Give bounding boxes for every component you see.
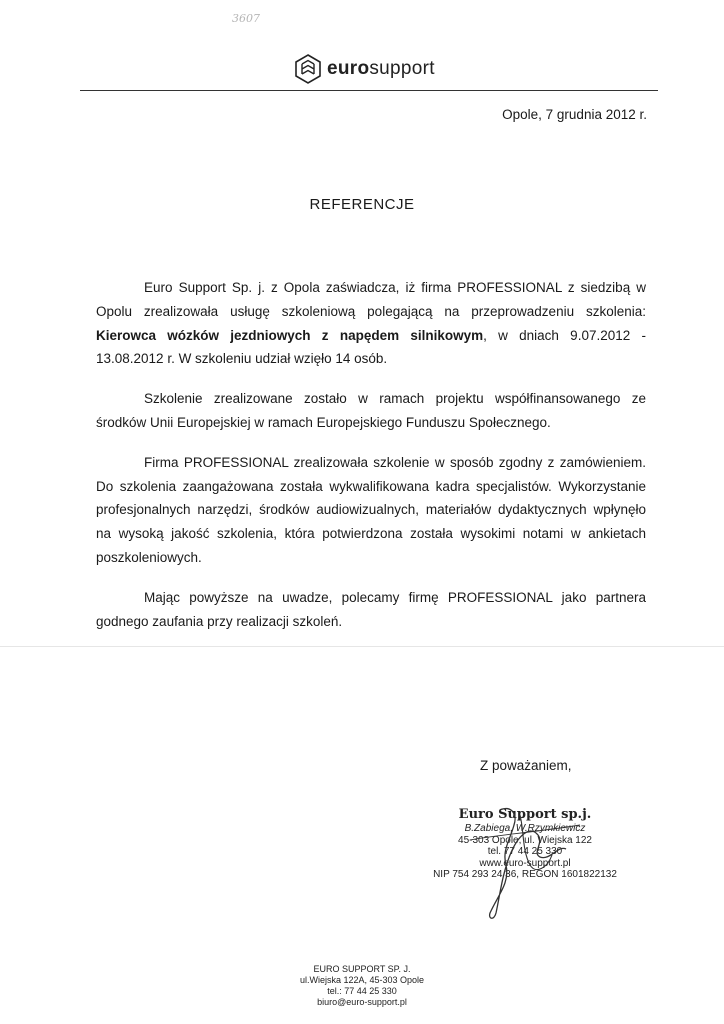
stamp-web: www.euro-support.pl [479,857,571,869]
footer-phone: tel.: 77 44 25 330 [327,986,397,996]
company-logo [295,52,435,86]
stamp-phone: tel. 77 44 25 330 [487,846,563,857]
document-title: REFERENCJE [309,196,415,213]
footer-company: EURO SUPPORT SP. J. [313,964,411,974]
paragraph-4: Mając powyższe na uwadze, polecamy firmę PROFESSIONAL jako partnera godnego zaufania przy realizacji szkoleń. [96,589,646,629]
page-footer [0,964,724,1008]
stamp-ids: NIP 754 293 24 36, REGON 1601822132 [433,869,617,880]
logo-wordmark: eurosupport [327,58,435,79]
stamp-address: 45-303 Opole, ul. Wiejska 122 [458,834,592,846]
paragraph-1: Euro Support Sp. j. z Opola zaświadcza, iż firma PROFESSIONAL z siedzibą w Opolu zrealizowała usługę szkoleniową polegającą na przeprowadzeniu szkolenia: Kierowca wózków jezdniowych z napędem silnikowym, w dniach 9.07.2012 - 13.08.2012 r. W szkoleniu udział wzięło 14 osób. [96,280,646,367]
paragraph-2: Szkolenie zrealizowane zostało w ramach projektu współfinansowanego ze środków Unii Europejskiej w ramach Europejskiego Funduszu Społecznego. [96,391,646,430]
stamp-persons: B.Zabiega, W.Rzymkiewicz [464,823,586,834]
header-divider [80,90,658,91]
footer-email: biuro@euro-support.pl [317,997,407,1007]
closing-phrase: Z poważaniem, [480,758,572,773]
paragraph-3: Firma PROFESSIONAL zrealizowała szkolenie w sposób zgodny z zamówieniem. Do szkolenia zaangażowana została wykwalifikowana kadra specjalistów. Wykorzystanie profesjonalnych narzędzi, środków audiowizualnych, materiałów dydaktycznych wpłynęło na wysoką jakość szkolenia, która potwierdzona została wysokimi notami w ankietach poszkoleniowych. [96,454,646,565]
handwritten-number: 3607 [232,12,260,25]
document-date: Opole, 7 grudnia 2012 r. [502,107,647,122]
footer-address: ul.Wiejska 122A, 45-303 Opole [299,975,425,985]
handwritten-signature [440,795,600,925]
scan-fold-line [0,646,724,647]
stamp-company-name: Euro Support sp.j. [458,807,592,822]
letter-body [96,276,646,649]
training-name: Kierowca wózków jezdniowych z napędem silnikowym [96,327,484,343]
eurosupport-logo-icon [295,54,321,84]
